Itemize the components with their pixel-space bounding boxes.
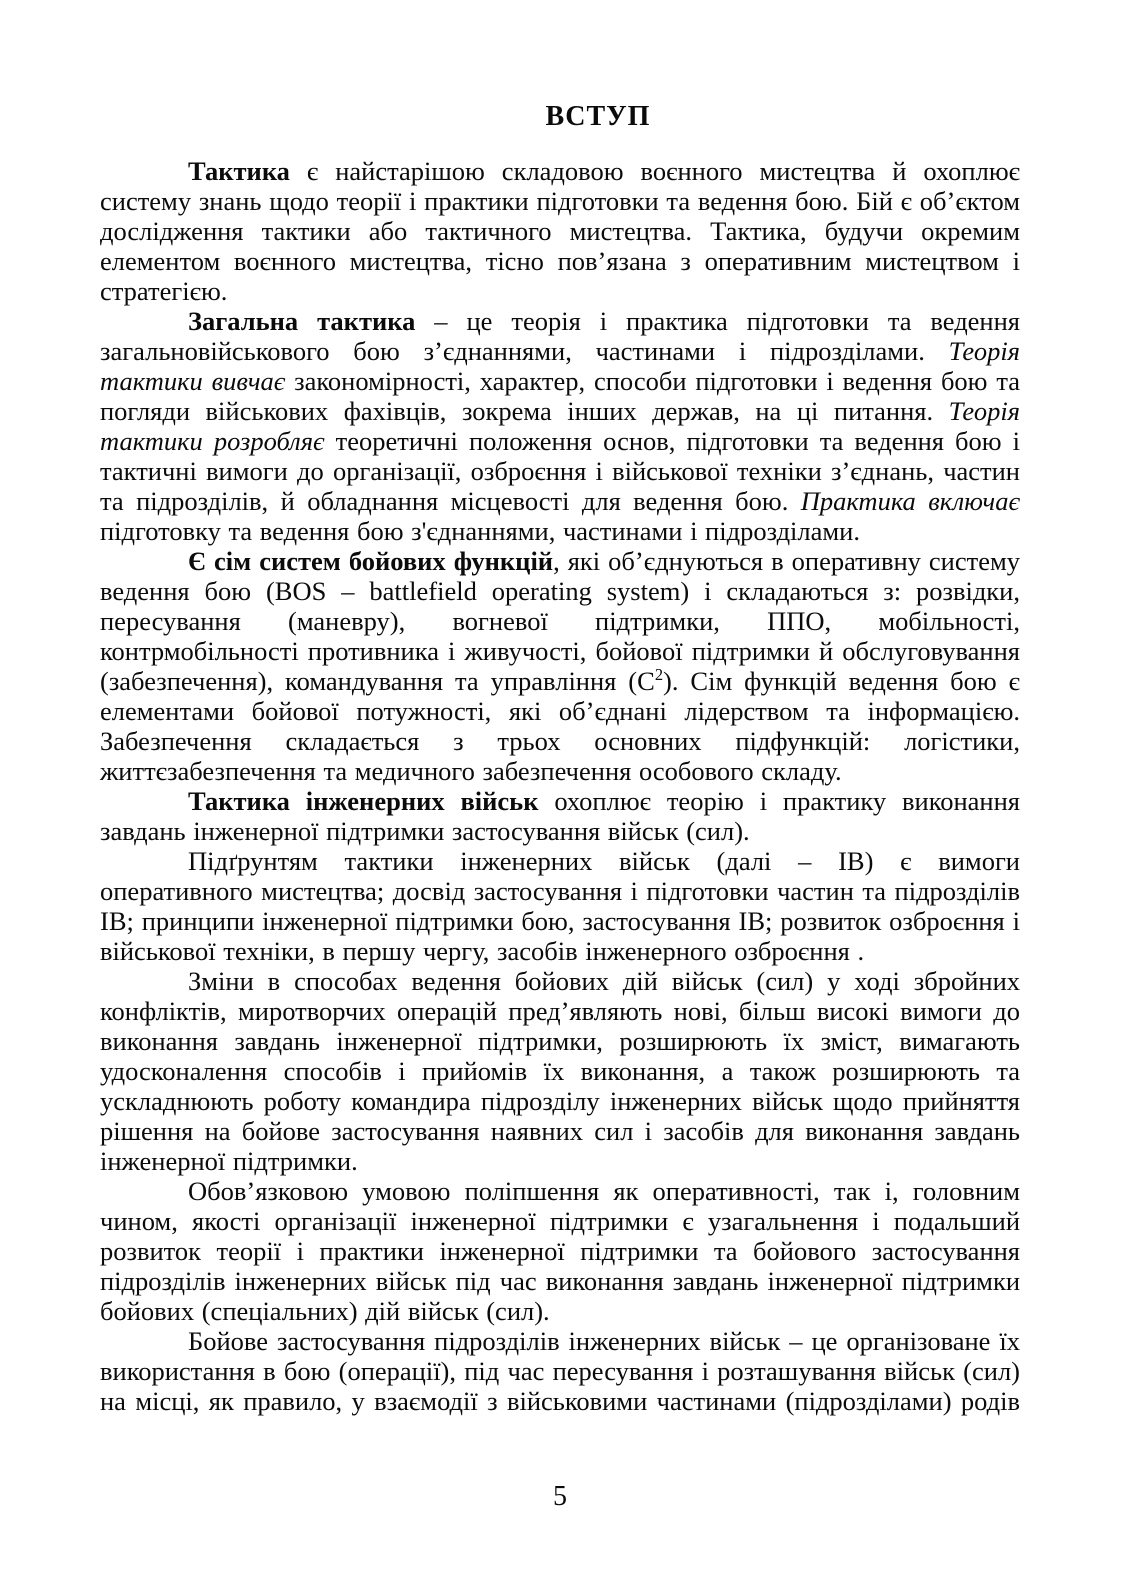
text-body — [100, 156, 1020, 1416]
paragraph — [100, 1326, 1020, 1416]
text-run: охоплює теорію і практику виконання завдань інженерної підтримки застосування військ (сил). — [100, 786, 1020, 846]
text-run: Бойове застосування підрозділів інженерних військ – це організоване їх використання в бою (операції), під час пересування і розташування військ (сил) на місці, як правило, у взаємодії з військовими частинами (підрозділами) родів — [100, 1326, 1020, 1416]
page-number: 5 — [553, 1481, 567, 1512]
paragraph — [100, 156, 1020, 306]
text-run: Зміни в способах ведення бойових дій військ (сил) у ході збройних конфліктів, миротворчих операцій пред’являють нові, більш високі вимоги до виконання завдань інженерної підтримки, розширюють їх зміст, вимагають удосконалення способів і прийомів їх виконання, а також розширюють та ускладнюють роботу командира підрозділу інженерних військ щодо прийняття рішення на бойове застосування наявних сил і засобів для виконання завдань інженерної підтримки. — [100, 966, 1020, 1176]
text-run: – це теорія і практика підготовки та ведення загальновійськового бою з’єднаннями, частинами і підрозділами. — [100, 306, 1020, 366]
text-run: Підґрунтям тактики інженерних військ (далі – ІВ) є вимоги оперативного мистецтва; досвід застосування і підготовки частин та підрозділів ІВ; принципи інженерної підтримки бою, застосування ІВ; розвиток озброєння і військової техніки, в першу чергу, засобів інженерного озброєння . — [100, 846, 1020, 966]
text-run: , які об’єднуються в оперативну систему ведення бою (BOS – battlefield operating system) і складаються з: розвідки, пересування (маневру), вогневої підтримки, ППО, мобільності, контрмобільності противника і живучості, бойової підтримки й обслуговування (забезпечення), командування та управління (C — [100, 546, 1020, 696]
paragraph — [100, 546, 1020, 786]
paragraph — [100, 966, 1020, 1176]
text-run: Теорія тактики вивчає — [100, 336, 1020, 396]
text-run: Теорія тактики розробляє — [100, 396, 1020, 456]
text-run: Тактика — [188, 156, 290, 186]
paragraph — [100, 846, 1020, 966]
paragraph — [100, 306, 1020, 546]
text-run: закономірності, характер, способи підготовки і ведення бою та погляди військових фахівців, зокрема інших держав, на ці питання. — [100, 366, 1020, 426]
text-run: є найстарішою складовою воєнного мистецтва й охоплює систему знань щодо теорії і практики підготовки та ведення бою. Бій є об’єктом дослідження тактики або тактичного мистецтва. Тактика, будучи окремим елементом воєнного мистецтва, тісно пов’язана з оперативним мистецтвом і стратегією. — [100, 156, 1020, 306]
paragraph — [100, 1176, 1020, 1326]
text-run: ). Сім функцій ведення бою є елементами бойової потужності, які об’єднані лідерством та інформацією. Забезпечення складається з трьох основних підфункцій: логістики, життєзабезпечення та медичного забезпечення особового складу. — [100, 666, 1020, 786]
superscript-run: 2 — [654, 665, 664, 685]
paragraph — [100, 786, 1020, 846]
text-run: Тактика інженерних військ — [188, 786, 539, 816]
page-title: ВСТУП — [545, 101, 651, 132]
text-run: теоретичні положення основ, підготовки та ведення бою і тактичні вимоги до організації, озброєння і військової техніки з’єднань, частин та підрозділів, й обладнання місцевості для ведення бою. — [100, 426, 1021, 516]
text-run: Практика включає — [800, 486, 1020, 516]
text-run: підготовку та ведення бою з'єднаннями, частинами і підрозділами. — [100, 516, 860, 546]
text-run: Є сім систем бойових функцій — [188, 546, 554, 576]
text-run: Обов’язковою умовою поліпшення як оперативності, так і, головним чином, якості організації інженерної підтримки є узагальнення і подальший розвиток теорії і практики інженерної підтримки та бойового застосування підрозділів інженерних військ під час виконання завдань інженерної підтримки бойових (спеціальних) дій військ (сил). — [100, 1176, 1020, 1326]
text-run: Загальна тактика — [188, 306, 416, 336]
